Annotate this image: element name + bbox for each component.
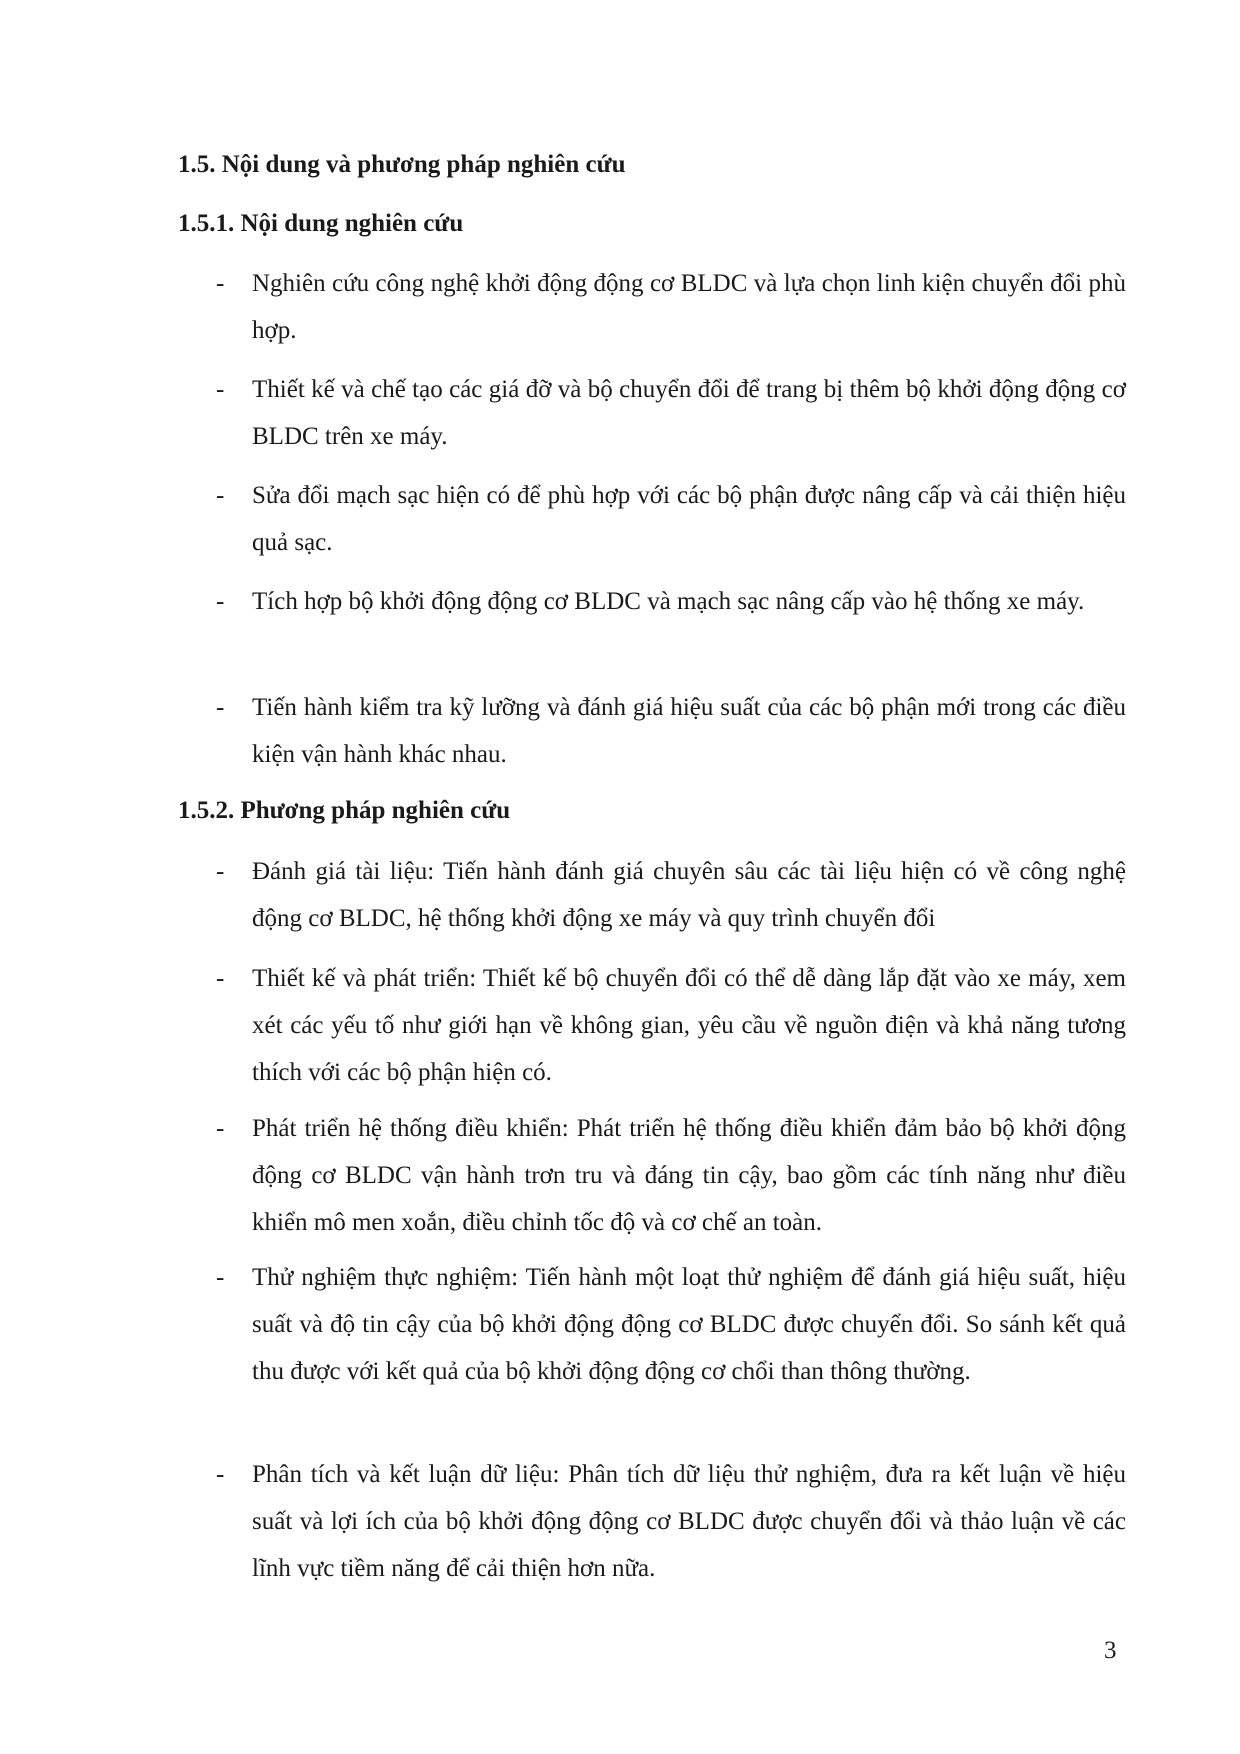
bullet-dash: - <box>216 376 225 403</box>
subsection-heading-method: 1.5.2. Phương pháp nghiên cứu <box>178 797 511 824</box>
list-item-text: Tích hợp bộ khởi động động cơ BLDC và mạch sạc nâng cấp vào hệ thống xe máy. <box>252 588 1085 615</box>
bullet-dash: - <box>216 482 225 509</box>
page-number: 3 <box>1104 1637 1117 1664</box>
bullet-dash: - <box>216 588 225 615</box>
bullet-dash: - <box>216 1115 225 1142</box>
list-item-text: Thử nghiệm thực nghiệm: Tiến hành một loạt thử nghiệm để đánh giá hiệu suất, hiệu suất và độ tin cậy của bộ khởi động động cơ BLDC được chuyển đổi. So sánh kết quả thu được với kết quả của bộ khởi động động cơ chổi than thông thường. <box>252 1264 1126 1385</box>
bullet-dash: - <box>216 965 225 992</box>
list-item-text: Thiết kế và chế tạo các giá đỡ và bộ chuyển đổi để trang bị thêm bộ khởi động động cơ BLDC trên xe máy. <box>252 376 1126 450</box>
bullet-dash: - <box>216 858 225 885</box>
list-item-text: Sửa đổi mạch sạc hiện có để phù hợp với các bộ phận được nâng cấp và cải thiện hiệu quả sạc. <box>252 482 1126 556</box>
list-item-text: Phân tích và kết luận dữ liệu: Phân tích dữ liệu thử nghiệm, đưa ra kết luận về hiệu suất và lợi ích của bộ khởi động động cơ BLDC được chuyển đổi và thảo luận về các lĩnh vực tiềm năng để cải thiện hơn nữa. <box>252 1461 1126 1582</box>
list-item-text: Thiết kế và phát triển: Thiết kế bộ chuyển đổi có thể dễ dàng lắp đặt vào xe máy, xem xét các yếu tố như giới hạn về không gian, yêu cầu về nguồn điện và khả năng tương thích với các bộ phận hiện có. <box>252 965 1126 1086</box>
bullet-dash: - <box>216 270 225 297</box>
subsection-heading-content: 1.5.1. Nội dung nghiên cứu <box>178 210 464 237</box>
list-item-text: Tiến hành kiểm tra kỹ lưỡng và đánh giá hiệu suất của các bộ phận mới trong các điều kiện vận hành khác nhau. <box>252 694 1126 768</box>
section-heading: 1.5. Nội dung và phương pháp nghiên cứu <box>178 151 626 178</box>
list-item-text: Đánh giá tài liệu: Tiến hành đánh giá chuyên sâu các tài liệu hiện có về công nghệ động cơ BLDC, hệ thống khởi động xe máy và quy trình chuyển đổi <box>252 858 1126 932</box>
bullet-dash: - <box>216 1461 225 1488</box>
list-item-text: Nghiên cứu công nghệ khởi động động cơ BLDC và lựa chọn linh kiện chuyển đổi phù hợp. <box>252 270 1126 344</box>
bullet-dash: - <box>216 1264 225 1291</box>
bullet-dash: - <box>216 694 225 721</box>
list-item-text: Phát triển hệ thống điều khiển: Phát triển hệ thống điều khiển đảm bảo bộ khởi động động cơ BLDC vận hành trơn tru và đáng tin cậy, bao gồm các tính năng như điều khiển mô men xoắn, điều chỉnh tốc độ và cơ chế an toàn. <box>252 1115 1126 1236</box>
